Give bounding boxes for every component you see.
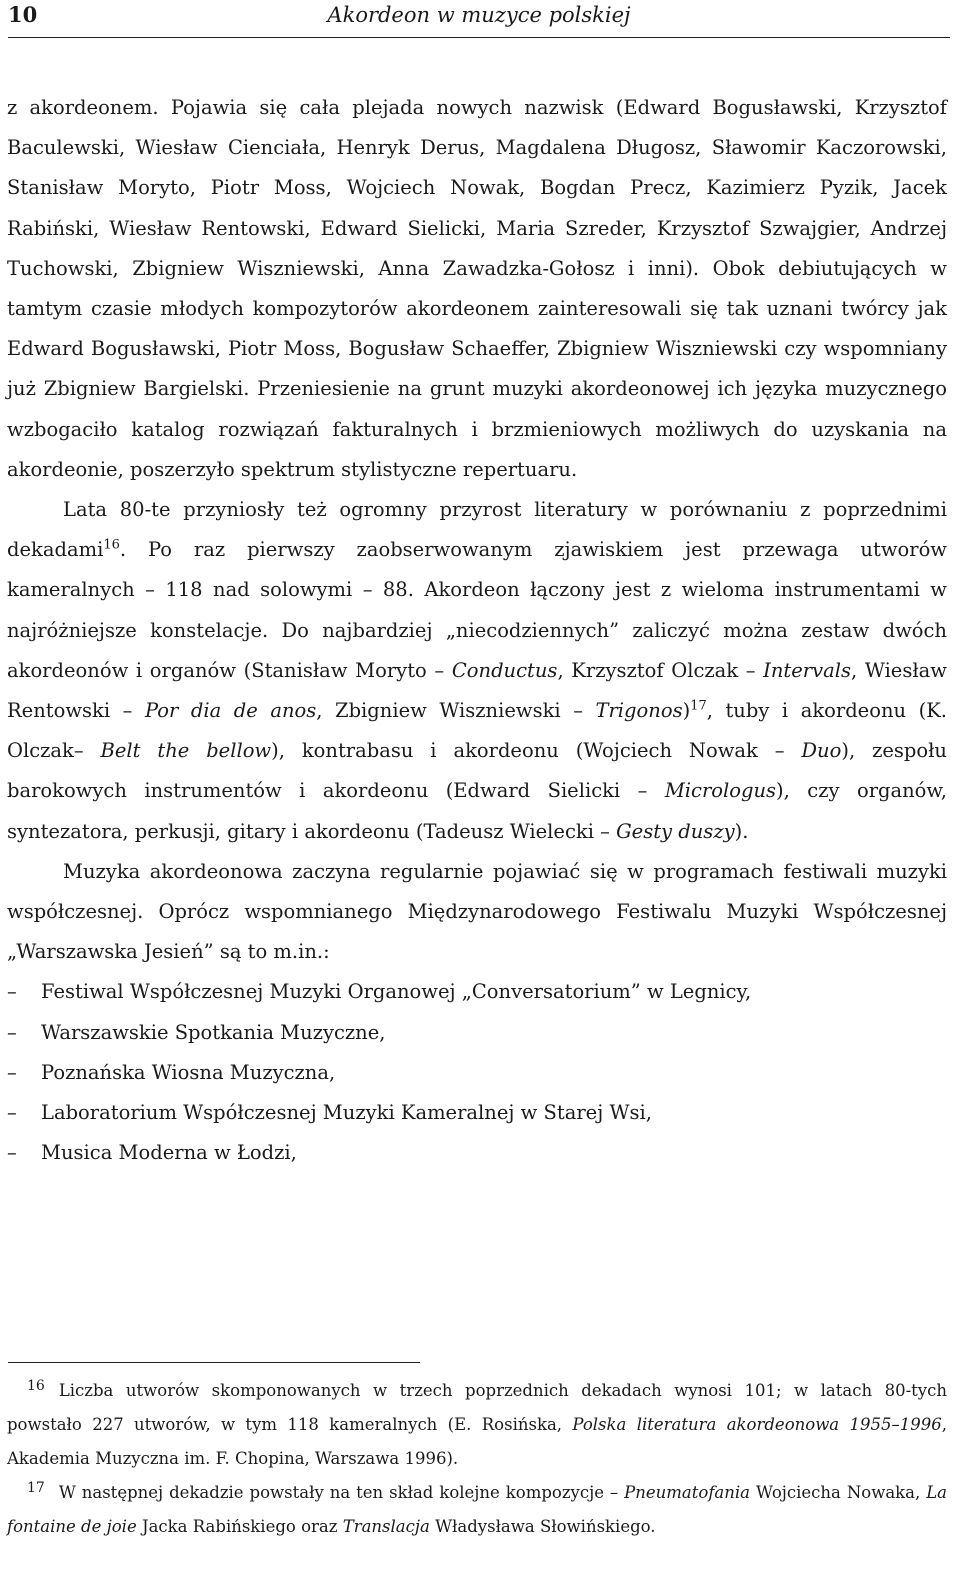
footnotes <box>7 1374 947 1544</box>
book-title: Polska literatura akordeonowa 1955–1996 <box>572 1415 942 1434</box>
work-title: Duo <box>801 739 842 763</box>
work-title: Gesty duszy <box>616 819 735 843</box>
paragraph-2: Lata 80-te przyniosły też ogromny przyrost literatury w porównaniu z poprzednimi dekadami$^{16}$. Po raz pierwszy zaobserwowanym zjawiskiem jest przewaga utworów kameralnych – 118 nad solowymi – 88. Akordeon łączony jest z wieloma instrumentami w najróżniejsze konstelacje. Do najbardziej „niecodziennych” zaliczyć można zestaw dwóch akordeonów i organów (Stanisław Moryto – Conductus, Krzysztof Olczak – Intervals, Wiesław Rentowski – Por dia de anos, Zbigniew Wiszniewski – Trigonos)$^{17}$, tuby i akordeonu (K. Olczak– Belt the bellow), kontrabasu i akordeonu (Wojciech Nowak – Duo), zespołu barokowych instrumentów i akordeonu (Edward Sielicki – Micrologus), czy organów, syntezatora, perkusji, gitary i akordeonu (Tadeusz Wielecki – Gesty duszy). <box>7 498 948 843</box>
list-item: – Warszawskie Spotkania Muzyczne, <box>7 1020 386 1044</box>
work-title: La fontaine de joie <box>7 1483 947 1536</box>
main-text <box>7 88 947 1173</box>
page-header <box>8 0 950 40</box>
list-item: – Laboratorium Współczesnej Muzyki Kameralnej w Starej Wsi, <box>7 1101 652 1125</box>
paragraph-3: Muzyka akordeonowa zaczyna regularnie pojawiać się w programach festiwali muzyki współczesnej. Oprócz wspomnianego Międzynarodowego Festiwalu Muzyki Współczesnej „Warszawska Jesień” są to m.in.: <box>7 859 947 964</box>
footnote-17: $^{17}$ W następnej dekadzie powstały na ten skład kolejne kompozycje – Pneumatofania Wojciecha Nowaka, La fontaine de joie Jacka Rabińskiego oraz Translacja Władysława Słowińskiego. <box>7 1479 947 1536</box>
work-title: Translacja <box>342 1517 430 1536</box>
work-title: Intervals <box>763 658 852 682</box>
work-title: Conductus <box>451 658 558 682</box>
list-item: – Musica Moderna w Łodzi, <box>7 1141 297 1165</box>
page-number: 10 <box>8 2 38 27</box>
footnote-number: 17 <box>27 1479 45 1496</box>
footnote-number: 16 <box>27 1377 45 1394</box>
list-item: – Poznańska Wiosna Muzyczna, <box>7 1060 336 1084</box>
list-item: – Festiwal Współczesnej Muzyki Organowej „Conversatorium” w Legnicy, <box>7 980 752 1004</box>
running-title: Akordeon w muzyce polskiej <box>327 3 631 27</box>
festival-list <box>7 972 947 1173</box>
work-title: Pneumatofania <box>624 1483 751 1502</box>
paragraph-1: z akordeonem. Pojawia się cała plejada nowych nazwisk (Edward Bogusławski, Krzysztof Baculewski, Wiesław Cienciała, Henryk Derus, Magdalena Długosz, Sławomir Kaczorowski, Stanisław Moryto, Piotr Moss, Wojciech Nowak, Bogdan Precz, Kazimierz Pyzik, Jacek Rabiński, Wiesław Rentowski, Edward Sielicki, Maria Szreder, Krzysztof Szwajgier, Andrzej Tuchowski, Zbigniew Wiszniewski, Anna Zawadzka-Gołosz i inni). Obok debiutujących w tamtym czasie młodych kompozytorów akordeonem zainteresowali się tak uznani twórcy jak Edward Bogusławski, Piotr Moss, Bogusław Schaeffer, Zbigniew Wiszniewski czy wspomniany już Zbigniew Bargielski. Przeniesienie na grunt muzyki akordeonowej ich języka muzycznego wzbogaciło katalog rozwiązań fakturalnych i brzmieniowych możliwych do uzyskania na akordeonie, poszerzyło spektrum stylistyczne repertuaru. <box>7 96 947 481</box>
footnote-ref-17: 17 <box>690 698 707 714</box>
work-title: Trigonos <box>595 699 683 723</box>
header-rule <box>8 37 950 38</box>
work-title: Micrologus <box>664 779 777 803</box>
footnote-16: $^{16}$ Liczba utworów skomponowanych w trzech poprzednich dekadach wynosi 101; w latach 80-tych powstało 227 utworów, w tym 118 kameralnych (E. Rosińska, Polska literatura akordeonowa 1955–1996, Akademia Muzyczna im. F. Chopina, Warszawa 1996). <box>7 1377 947 1468</box>
footnote-ref-16: 16 <box>103 537 120 553</box>
footnote-rule <box>8 1362 420 1363</box>
work-title: Por dia de anos <box>144 699 317 723</box>
work-title: Belt the bellow <box>100 739 272 763</box>
